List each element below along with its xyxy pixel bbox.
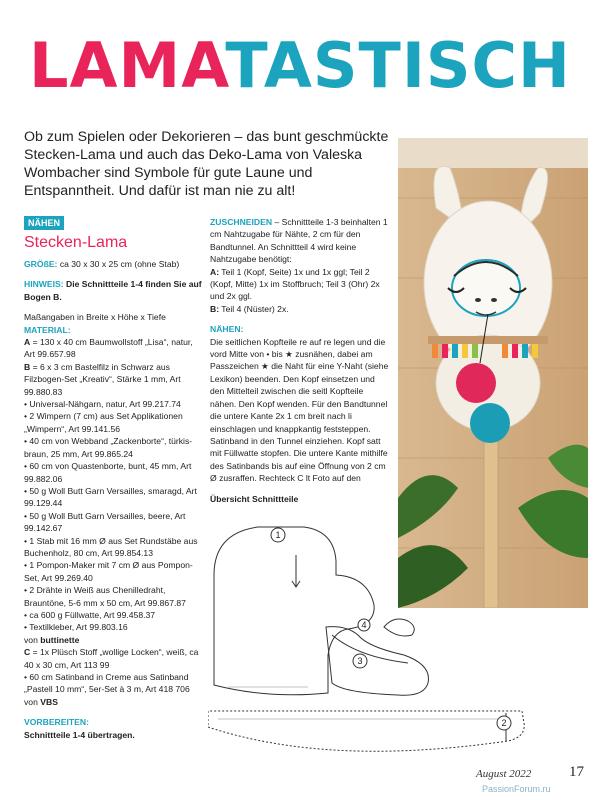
groesse-label: GRÖßE: xyxy=(24,259,58,269)
section-heading: Stecken-Lama xyxy=(24,234,128,251)
masse-line: Maßangaben in Breite x Höhe x Tiefe xyxy=(24,312,166,323)
groesse-line xyxy=(24,258,204,270)
pattern-piece-1 xyxy=(214,527,374,695)
cut-a-text: Teil 1 (Kopf, Seite) 1x und 1x ggl; Teil 2 (Kopf, Mitte) 1x im Stoffbruch; Teil 3 (Ohr) 2x und 2x ggl. xyxy=(210,266,380,302)
material-c xyxy=(24,646,204,671)
page-title xyxy=(0,26,600,106)
list-item: • 2 Drähte in Weiß aus Chenilledraht, Brauntöne, 5-6 mm x 50 cm, Art 99.867.87 xyxy=(24,585,186,608)
material-a xyxy=(24,336,204,361)
list-item: • 1 Pompon-Maker mit 7 cm Ø aus Pompon-Set, Art 99.269.40 xyxy=(24,560,193,583)
pattern-label-3: 3 xyxy=(357,656,363,666)
vorbereiten-label: VORBEREITEN: xyxy=(24,717,89,728)
pattern-label-4: 4 xyxy=(361,620,367,630)
cut-a xyxy=(210,266,390,303)
right-column xyxy=(210,216,390,505)
list-item: • ca 600 g Füllwatte, Art 99.458.37 xyxy=(24,609,156,620)
material-a-key: A xyxy=(24,337,31,348)
material-c-text: = 1x Plüsch Stoff „wollige Locken“, weiß, ca 40 x 30 cm, Art 113 99 xyxy=(24,647,199,670)
zuschneiden-text: – Schnittteile 1-3 beinhalten 1 cm Nahtzugabe für Nähte, 2 cm für den Bandtunnel. An Schnittteil 4 wird keine Nahtzugabe benötigt: xyxy=(210,217,388,265)
watermark: PassionForum.ru xyxy=(482,784,551,794)
list-item: • 2 Wimpern (7 cm) aus Set Applikationen „Wimpern“, Art 99.141.56 xyxy=(24,411,183,434)
pattern-label-2: 2 xyxy=(501,718,507,728)
groesse-value: ca 30 x 30 x 25 cm (ohne Stab) xyxy=(59,259,180,269)
pattern-piece-2 xyxy=(208,711,524,751)
material-label: MATERIAL: xyxy=(24,324,71,335)
title-part-2: TASTISCH xyxy=(225,29,571,102)
hinweis-line xyxy=(24,278,204,303)
list-item: • 60 cm Satinband in Creme aus Satinband „Pastell 10 mm“, 5er-Set à 3 m, Art 418 706 xyxy=(24,672,190,695)
list-item: • Textilkleber, Art 99.803.16 xyxy=(24,622,128,633)
intro-text: Ob zum Spielen oder Dekorieren – das bunt geschmückte Stecken-Lama und auch das Deko-Lama von Valeska Wombacher sind Symbole für gute Laune und Entspanntheit. Und dafür ist man nie zu alt! xyxy=(24,129,389,199)
hinweis-label: HINWEIS: xyxy=(24,279,64,290)
zuschneiden-label: ZUSCHNEIDEN xyxy=(210,217,273,227)
issue-date: August 2022 xyxy=(476,768,532,780)
vorbereiten-text: Schnittteile 1-4 übertragen. xyxy=(24,729,135,740)
page-number: 17 xyxy=(569,764,584,780)
cut-b-key: B: xyxy=(210,303,220,314)
title-part-1: LAMA xyxy=(29,29,226,102)
list-item: • 50 g Woll Butt Garn Versailles, smaragd, Art 99.129.44 xyxy=(24,485,197,509)
pattern-label-1: 1 xyxy=(275,530,281,540)
material-b xyxy=(24,361,204,398)
supplier-prefix: von xyxy=(24,696,41,707)
list-item: • 60 cm von Quastenborte, bunt, 45 mm, Art 99.882.06 xyxy=(24,461,192,484)
list-item: • 50 g Woll Butt Garn Versailles, beere, Art 99.142.67 xyxy=(24,510,186,534)
cut-b-text: Teil 4 (Nüster) 2x. xyxy=(219,303,289,314)
zuschneiden-paragraph xyxy=(210,216,390,266)
cut-b xyxy=(210,303,390,315)
list-item: • Universal-Nähgarn, natur, Art 99.217.74 xyxy=(24,399,181,410)
naehen-label: NÄHEN: xyxy=(210,324,244,335)
uebersicht-heading: Übersicht Schnittteile xyxy=(210,493,299,504)
supplier-prefix: von xyxy=(24,634,41,645)
material-b-key: B xyxy=(24,361,31,372)
list-item: • 1 Stab mit 16 mm Ø aus Set Rundstäbe aus Buchenholz, 80 cm, Art 99.854.13 xyxy=(24,535,198,558)
naehen-text: Die seitlichen Kopfteile re auf re legen und die vord Mitte von • bis ★ zusnähen, dabei am Passzeichen ★ die Naht für eine Y-Naht (siehe Lexikon) beenden. Den Kopf einsetzen und den Mittelteil zwischen die seitl Kopfteile nähen. Den Kopf wenden. Für den Bandtunnel die untere Kante 2x 1 cm breit nach li einschlagen und knappkantig feststeppen. Satinband in den Tunnel einziehen. Kopf satt mit Füllwatte stopfen. Die untere Kante mithilfe des Satinbands bis auf eine Öffnung von 2 cm Ø zusraffen. Rechteck C lt Foto auf den xyxy=(210,336,389,484)
material-a-text: = 130 x 40 cm Baumwollstoff „Lisa“, natur, Art 99.657.98 xyxy=(24,337,193,360)
pattern-piece-4 xyxy=(384,619,414,636)
left-column xyxy=(24,216,204,741)
material-c-key: C xyxy=(24,647,31,658)
pattern-overview xyxy=(208,515,530,765)
section-tag-naehen: NÄHEN xyxy=(24,216,64,230)
hinweis-text: Die Schnittteile 1-4 finden Sie auf Bogen B. xyxy=(24,279,202,302)
supplier-line-1 xyxy=(24,634,204,646)
supplier-line-2 xyxy=(24,696,204,708)
list-item: • 40 cm von Webband „Zackenborte“, türkis-braun, 25 mm, Art 99.865.24 xyxy=(24,436,193,459)
supplier-brand: buttinette xyxy=(40,634,80,645)
cut-a-key: A: xyxy=(210,266,220,277)
supplier-brand: VBS xyxy=(40,696,58,707)
material-b-text: = 6 x 3 cm Bastelfilz in Schwarz aus Filzbogen-Set „Kreativ“, Stärke 1 mm, Art 99.880.83 xyxy=(24,361,181,397)
pattern-piece-3 xyxy=(326,627,429,696)
